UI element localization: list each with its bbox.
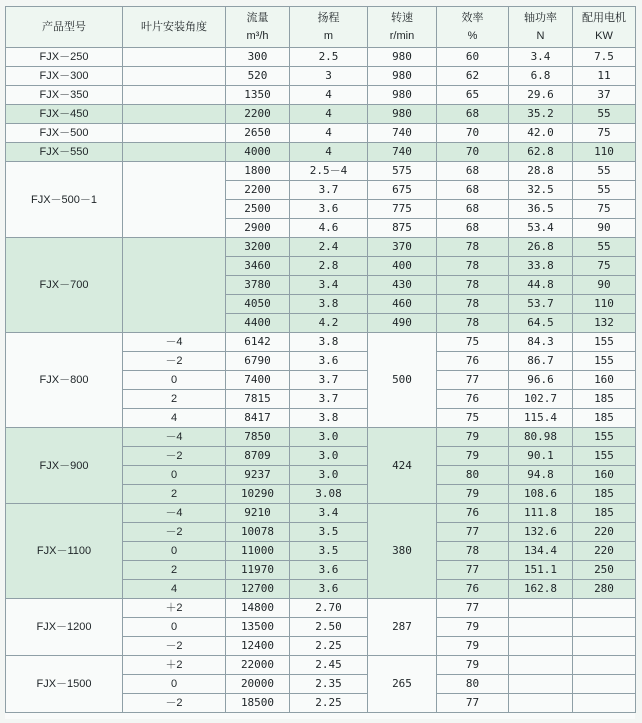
motor-power-cell: 90 bbox=[573, 219, 636, 238]
efficiency-cell: 78 bbox=[437, 238, 509, 257]
head-cell: 2.70 bbox=[290, 599, 368, 618]
head-cell: 3.0 bbox=[290, 447, 368, 466]
column-header-efficiency bbox=[437, 7, 509, 48]
head-cell: 3.8 bbox=[290, 409, 368, 428]
table-row bbox=[6, 656, 636, 675]
column-header-unit: KW bbox=[595, 30, 613, 42]
head-cell: 3.08 bbox=[290, 485, 368, 504]
blade-angle-cell: －2 bbox=[123, 447, 226, 466]
flow-cell: 7850 bbox=[226, 428, 290, 447]
head-cell: 2.5 bbox=[290, 48, 368, 67]
efficiency-cell: 79 bbox=[437, 637, 509, 656]
efficiency-cell: 79 bbox=[437, 428, 509, 447]
table-row bbox=[6, 86, 636, 105]
motor-power-cell: 110 bbox=[573, 295, 636, 314]
efficiency-cell: 80 bbox=[437, 466, 509, 485]
motor-power-cell: 55 bbox=[573, 238, 636, 257]
blade-angle-cell: 0 bbox=[123, 675, 226, 694]
shaft-power-cell: 26.8 bbox=[509, 238, 573, 257]
flow-cell: 2500 bbox=[226, 200, 290, 219]
speed-cell: 490 bbox=[368, 314, 437, 333]
shaft-power-cell: 151.1 bbox=[509, 561, 573, 580]
efficiency-cell: 68 bbox=[437, 181, 509, 200]
motor-power-cell bbox=[573, 675, 636, 694]
shaft-power-cell: 32.5 bbox=[509, 181, 573, 200]
flow-cell: 14800 bbox=[226, 599, 290, 618]
motor-power-cell: 55 bbox=[573, 162, 636, 181]
head-cell: 2.5－4 bbox=[290, 162, 368, 181]
flow-cell: 4050 bbox=[226, 295, 290, 314]
efficiency-cell: 79 bbox=[437, 447, 509, 466]
head-cell: 4 bbox=[290, 124, 368, 143]
blade-angle-cell: －2 bbox=[123, 523, 226, 542]
blade-angle-cell: ＋2 bbox=[123, 656, 226, 675]
head-cell: 3.7 bbox=[290, 181, 368, 200]
flow-cell: 8417 bbox=[226, 409, 290, 428]
blade-angle-cell bbox=[123, 124, 226, 143]
shaft-power-cell: 90.1 bbox=[509, 447, 573, 466]
head-cell: 3.7 bbox=[290, 371, 368, 390]
head-cell: 3.8 bbox=[290, 333, 368, 352]
blade-angle-cell bbox=[123, 238, 226, 333]
spec-sheet bbox=[5, 6, 635, 719]
blade-angle-cell: ＋2 bbox=[123, 599, 226, 618]
head-cell: 2.50 bbox=[290, 618, 368, 637]
head-cell: 3.6 bbox=[290, 200, 368, 219]
table-row bbox=[6, 67, 636, 86]
head-cell: 2.25 bbox=[290, 637, 368, 656]
head-cell: 3 bbox=[290, 67, 368, 86]
motor-power-cell: 160 bbox=[573, 371, 636, 390]
table-row bbox=[6, 124, 636, 143]
column-header-unit: N bbox=[536, 30, 545, 42]
motor-power-cell: 185 bbox=[573, 504, 636, 523]
column-header-blade-angle bbox=[123, 7, 226, 48]
head-cell: 3.4 bbox=[290, 276, 368, 295]
head-cell: 2.45 bbox=[290, 656, 368, 675]
head-cell: 3.5 bbox=[290, 542, 368, 561]
motor-power-cell: 250 bbox=[573, 561, 636, 580]
efficiency-cell: 68 bbox=[437, 200, 509, 219]
efficiency-cell: 76 bbox=[437, 580, 509, 599]
motor-power-cell bbox=[573, 599, 636, 618]
blade-angle-cell: 2 bbox=[123, 561, 226, 580]
flow-cell: 2200 bbox=[226, 105, 290, 124]
column-header-shaft-power bbox=[509, 7, 573, 48]
blade-angle-cell: －4 bbox=[123, 504, 226, 523]
flow-cell: 4400 bbox=[226, 314, 290, 333]
blade-angle-cell: 0 bbox=[123, 542, 226, 561]
motor-power-cell bbox=[573, 656, 636, 675]
header-row bbox=[6, 7, 636, 48]
table-row bbox=[6, 504, 636, 523]
table-row bbox=[6, 105, 636, 124]
flow-cell: 3200 bbox=[226, 238, 290, 257]
shaft-power-cell: 36.5 bbox=[509, 200, 573, 219]
column-header-unit: r/min bbox=[389, 30, 415, 42]
flow-cell: 7815 bbox=[226, 390, 290, 409]
efficiency-cell: 77 bbox=[437, 599, 509, 618]
model-cell: FJX－550 bbox=[6, 143, 123, 162]
shaft-power-cell: 108.6 bbox=[509, 485, 573, 504]
efficiency-cell: 76 bbox=[437, 504, 509, 523]
motor-power-cell bbox=[573, 618, 636, 637]
blade-angle-cell bbox=[123, 105, 226, 124]
shaft-power-cell: 96.6 bbox=[509, 371, 573, 390]
flow-cell: 10290 bbox=[226, 485, 290, 504]
efficiency-cell: 78 bbox=[437, 542, 509, 561]
table-row bbox=[6, 143, 636, 162]
head-cell: 2.8 bbox=[290, 257, 368, 276]
head-cell: 3.6 bbox=[290, 580, 368, 599]
model-cell: FJX－800 bbox=[6, 333, 123, 428]
flow-cell: 11000 bbox=[226, 542, 290, 561]
column-header-label: 叶片安装角度 bbox=[141, 21, 207, 33]
shaft-power-cell: 53.7 bbox=[509, 295, 573, 314]
blade-angle-cell: －2 bbox=[123, 694, 226, 713]
efficiency-cell: 60 bbox=[437, 48, 509, 67]
head-cell: 3.7 bbox=[290, 390, 368, 409]
blade-angle-cell bbox=[123, 67, 226, 86]
speed-cell: 775 bbox=[368, 200, 437, 219]
model-cell: FJX－450 bbox=[6, 105, 123, 124]
efficiency-cell: 75 bbox=[437, 333, 509, 352]
head-cell: 3.6 bbox=[290, 561, 368, 580]
column-header-label: 效率 bbox=[461, 12, 484, 24]
flow-cell: 2200 bbox=[226, 181, 290, 200]
table-row bbox=[6, 238, 636, 257]
shaft-power-cell: 80.98 bbox=[509, 428, 573, 447]
table-row bbox=[6, 48, 636, 67]
speed-cell: 287 bbox=[368, 599, 437, 656]
flow-cell: 12700 bbox=[226, 580, 290, 599]
model-cell: FJX－250 bbox=[6, 48, 123, 67]
flow-cell: 8709 bbox=[226, 447, 290, 466]
column-header-unit: % bbox=[467, 30, 478, 42]
head-cell: 4 bbox=[290, 105, 368, 124]
column-header-motor-power bbox=[573, 7, 636, 48]
speed-cell: 370 bbox=[368, 238, 437, 257]
motor-power-cell: 55 bbox=[573, 181, 636, 200]
blade-angle-cell: 4 bbox=[123, 580, 226, 599]
motor-power-cell: 55 bbox=[573, 105, 636, 124]
shaft-power-cell: 102.7 bbox=[509, 390, 573, 409]
flow-cell: 1800 bbox=[226, 162, 290, 181]
speed-cell: 740 bbox=[368, 124, 437, 143]
head-cell: 3.5 bbox=[290, 523, 368, 542]
column-header-label: 产品型号 bbox=[42, 21, 86, 33]
head-cell: 3.0 bbox=[290, 428, 368, 447]
efficiency-cell: 77 bbox=[437, 371, 509, 390]
head-cell: 4 bbox=[290, 143, 368, 162]
speed-cell: 575 bbox=[368, 162, 437, 181]
flow-cell: 12400 bbox=[226, 637, 290, 656]
blade-angle-cell: 2 bbox=[123, 390, 226, 409]
shaft-power-cell bbox=[509, 656, 573, 675]
flow-cell: 1350 bbox=[226, 86, 290, 105]
efficiency-cell: 80 bbox=[437, 675, 509, 694]
head-cell: 2.35 bbox=[290, 675, 368, 694]
table-row bbox=[6, 428, 636, 447]
model-cell: FJX－500 bbox=[6, 124, 123, 143]
shaft-power-cell: 132.6 bbox=[509, 523, 573, 542]
model-cell: FJX－1200 bbox=[6, 599, 123, 656]
head-cell: 4.2 bbox=[290, 314, 368, 333]
blade-angle-cell: 0 bbox=[123, 371, 226, 390]
shaft-power-cell bbox=[509, 675, 573, 694]
flow-cell: 300 bbox=[226, 48, 290, 67]
motor-power-cell: 155 bbox=[573, 352, 636, 371]
flow-cell: 10078 bbox=[226, 523, 290, 542]
blade-angle-cell: 0 bbox=[123, 618, 226, 637]
speed-cell: 675 bbox=[368, 181, 437, 200]
efficiency-cell: 70 bbox=[437, 124, 509, 143]
speed-cell: 400 bbox=[368, 257, 437, 276]
fan-spec-table bbox=[5, 6, 636, 713]
speed-cell: 980 bbox=[368, 86, 437, 105]
column-header-head bbox=[290, 7, 368, 48]
shaft-power-cell: 84.3 bbox=[509, 333, 573, 352]
efficiency-cell: 77 bbox=[437, 561, 509, 580]
motor-power-cell: 75 bbox=[573, 124, 636, 143]
speed-cell: 430 bbox=[368, 276, 437, 295]
flow-cell: 4000 bbox=[226, 143, 290, 162]
shaft-power-cell: 35.2 bbox=[509, 105, 573, 124]
blade-angle-cell: 4 bbox=[123, 409, 226, 428]
motor-power-cell: 110 bbox=[573, 143, 636, 162]
blade-angle-cell: 2 bbox=[123, 485, 226, 504]
efficiency-cell: 68 bbox=[437, 105, 509, 124]
blade-angle-cell: －2 bbox=[123, 637, 226, 656]
efficiency-cell: 70 bbox=[437, 143, 509, 162]
motor-power-cell: 155 bbox=[573, 333, 636, 352]
column-header-speed bbox=[368, 7, 437, 48]
motor-power-cell: 280 bbox=[573, 580, 636, 599]
efficiency-cell: 79 bbox=[437, 618, 509, 637]
motor-power-cell: 37 bbox=[573, 86, 636, 105]
shaft-power-cell: 111.8 bbox=[509, 504, 573, 523]
speed-cell: 424 bbox=[368, 428, 437, 504]
flow-cell: 3460 bbox=[226, 257, 290, 276]
flow-cell: 3780 bbox=[226, 276, 290, 295]
column-header-flow bbox=[226, 7, 290, 48]
motor-power-cell: 220 bbox=[573, 542, 636, 561]
shaft-power-cell: 115.4 bbox=[509, 409, 573, 428]
shaft-power-cell: 33.8 bbox=[509, 257, 573, 276]
shaft-power-cell bbox=[509, 618, 573, 637]
flow-cell: 9237 bbox=[226, 466, 290, 485]
head-cell: 3.8 bbox=[290, 295, 368, 314]
efficiency-cell: 77 bbox=[437, 523, 509, 542]
shaft-power-cell bbox=[509, 599, 573, 618]
shaft-power-cell: 53.4 bbox=[509, 219, 573, 238]
head-cell: 3.0 bbox=[290, 466, 368, 485]
table-body bbox=[6, 48, 636, 713]
shaft-power-cell: 134.4 bbox=[509, 542, 573, 561]
flow-cell: 9210 bbox=[226, 504, 290, 523]
motor-power-cell: 90 bbox=[573, 276, 636, 295]
motor-power-cell: 11 bbox=[573, 67, 636, 86]
model-cell: FJX－900 bbox=[6, 428, 123, 504]
efficiency-cell: 76 bbox=[437, 390, 509, 409]
efficiency-cell: 65 bbox=[437, 86, 509, 105]
head-cell: 3.6 bbox=[290, 352, 368, 371]
shaft-power-cell: 28.8 bbox=[509, 162, 573, 181]
motor-power-cell: 185 bbox=[573, 409, 636, 428]
blade-angle-cell bbox=[123, 143, 226, 162]
shaft-power-cell: 3.4 bbox=[509, 48, 573, 67]
shaft-power-cell: 86.7 bbox=[509, 352, 573, 371]
column-header-unit: m³/h bbox=[246, 30, 269, 42]
head-cell: 2.25 bbox=[290, 694, 368, 713]
shaft-power-cell: 44.8 bbox=[509, 276, 573, 295]
efficiency-cell: 77 bbox=[437, 694, 509, 713]
speed-cell: 460 bbox=[368, 295, 437, 314]
head-cell: 4.6 bbox=[290, 219, 368, 238]
shaft-power-cell: 6.8 bbox=[509, 67, 573, 86]
motor-power-cell: 155 bbox=[573, 428, 636, 447]
motor-power-cell: 185 bbox=[573, 485, 636, 504]
speed-cell: 980 bbox=[368, 48, 437, 67]
flow-cell: 20000 bbox=[226, 675, 290, 694]
speed-cell: 265 bbox=[368, 656, 437, 713]
motor-power-cell: 7.5 bbox=[573, 48, 636, 67]
column-header-model bbox=[6, 7, 123, 48]
shaft-power-cell: 64.5 bbox=[509, 314, 573, 333]
efficiency-cell: 68 bbox=[437, 219, 509, 238]
shaft-power-cell: 42.0 bbox=[509, 124, 573, 143]
flow-cell: 22000 bbox=[226, 656, 290, 675]
blade-angle-cell bbox=[123, 162, 226, 238]
model-cell: FJX－700 bbox=[6, 238, 123, 333]
shaft-power-cell: 94.8 bbox=[509, 466, 573, 485]
table-row bbox=[6, 599, 636, 618]
blade-angle-cell bbox=[123, 48, 226, 67]
column-header-unit: m bbox=[323, 30, 334, 42]
shaft-power-cell bbox=[509, 637, 573, 656]
efficiency-cell: 78 bbox=[437, 257, 509, 276]
flow-cell: 2650 bbox=[226, 124, 290, 143]
motor-power-cell: 160 bbox=[573, 466, 636, 485]
efficiency-cell: 75 bbox=[437, 409, 509, 428]
motor-power-cell: 155 bbox=[573, 447, 636, 466]
shaft-power-cell: 29.6 bbox=[509, 86, 573, 105]
model-cell: FJX－350 bbox=[6, 86, 123, 105]
flow-cell: 7400 bbox=[226, 371, 290, 390]
model-cell: FJX－1500 bbox=[6, 656, 123, 713]
motor-power-cell bbox=[573, 637, 636, 656]
motor-power-cell: 75 bbox=[573, 200, 636, 219]
head-cell: 2.4 bbox=[290, 238, 368, 257]
efficiency-cell: 76 bbox=[437, 352, 509, 371]
speed-cell: 875 bbox=[368, 219, 437, 238]
motor-power-cell: 75 bbox=[573, 257, 636, 276]
column-header-label: 扬程 bbox=[317, 12, 340, 24]
flow-cell: 2900 bbox=[226, 219, 290, 238]
efficiency-cell: 62 bbox=[437, 67, 509, 86]
efficiency-cell: 68 bbox=[437, 162, 509, 181]
blade-angle-cell: 0 bbox=[123, 466, 226, 485]
speed-cell: 380 bbox=[368, 504, 437, 599]
flow-cell: 18500 bbox=[226, 694, 290, 713]
efficiency-cell: 79 bbox=[437, 485, 509, 504]
table-row bbox=[6, 162, 636, 181]
column-header-label: 转速 bbox=[391, 12, 413, 24]
flow-cell: 520 bbox=[226, 67, 290, 86]
flow-cell: 13500 bbox=[226, 618, 290, 637]
motor-power-cell: 220 bbox=[573, 523, 636, 542]
speed-cell: 740 bbox=[368, 143, 437, 162]
shaft-power-cell bbox=[509, 694, 573, 713]
blade-angle-cell: －4 bbox=[123, 333, 226, 352]
head-cell: 3.4 bbox=[290, 504, 368, 523]
efficiency-cell: 78 bbox=[437, 314, 509, 333]
speed-cell: 980 bbox=[368, 67, 437, 86]
motor-power-cell: 132 bbox=[573, 314, 636, 333]
speed-cell: 500 bbox=[368, 333, 437, 428]
efficiency-cell: 78 bbox=[437, 295, 509, 314]
shaft-power-cell: 62.8 bbox=[509, 143, 573, 162]
blade-angle-cell bbox=[123, 86, 226, 105]
efficiency-cell: 78 bbox=[437, 276, 509, 295]
model-cell: FJX－300 bbox=[6, 67, 123, 86]
flow-cell: 11970 bbox=[226, 561, 290, 580]
flow-cell: 6142 bbox=[226, 333, 290, 352]
model-cell: FJX－1100 bbox=[6, 504, 123, 599]
column-header-label: 配用电机 bbox=[582, 12, 626, 24]
motor-power-cell bbox=[573, 694, 636, 713]
blade-angle-cell: －4 bbox=[123, 428, 226, 447]
column-header-label: 轴功率 bbox=[524, 12, 557, 24]
shaft-power-cell: 162.8 bbox=[509, 580, 573, 599]
table-row bbox=[6, 333, 636, 352]
column-header-label: 流量 bbox=[246, 12, 269, 24]
model-cell: FJX－500－1 bbox=[6, 162, 123, 238]
blade-angle-cell: －2 bbox=[123, 352, 226, 371]
efficiency-cell: 79 bbox=[437, 656, 509, 675]
head-cell: 4 bbox=[290, 86, 368, 105]
motor-power-cell: 185 bbox=[573, 390, 636, 409]
flow-cell: 6790 bbox=[226, 352, 290, 371]
speed-cell: 980 bbox=[368, 105, 437, 124]
